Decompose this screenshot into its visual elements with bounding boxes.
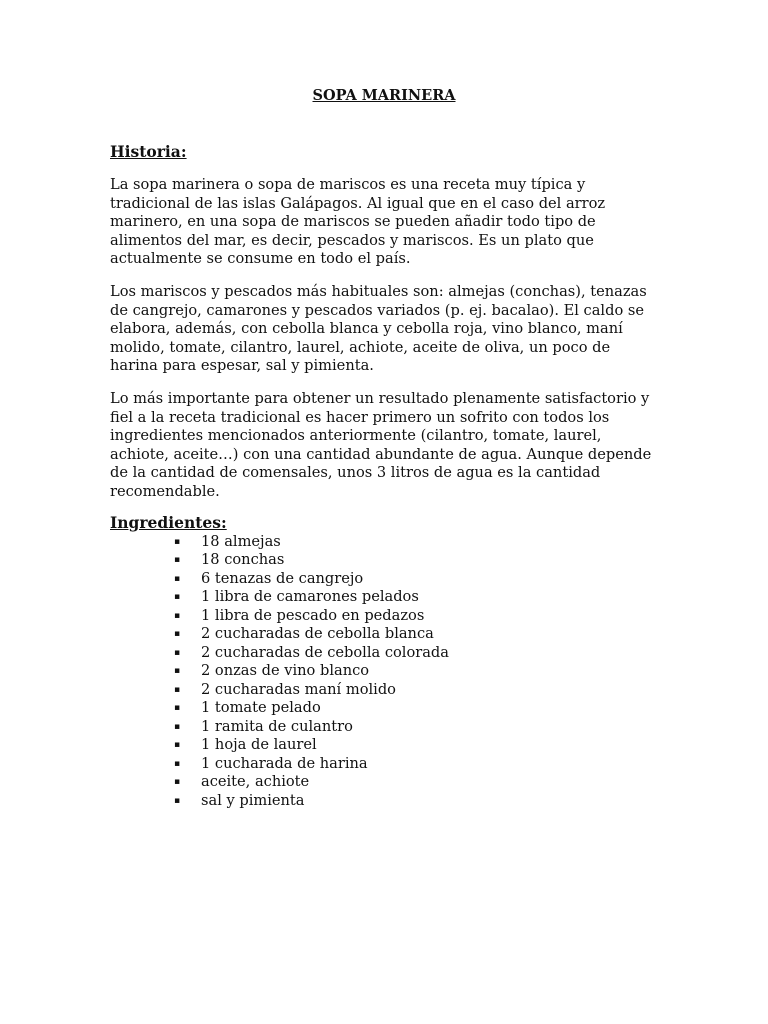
list-item — [174, 551, 658, 570]
ingredient-text: sal y pimienta — [201, 791, 305, 809]
list-item — [174, 533, 658, 552]
ingredient-text: 2 cucharadas de cebolla blanca — [201, 625, 434, 642]
ingredient-text: 6 tenazas de cangrejo — [201, 569, 364, 587]
square-bullet-icon: ▪ — [174, 592, 181, 602]
document-title: SOPA MARINERA — [312, 87, 456, 104]
list-item — [174, 699, 658, 718]
history-heading: Historia: — [110, 142, 187, 161]
ingredient-text: 1 ramita de culantro — [201, 717, 353, 735]
list-item — [174, 588, 658, 607]
list-item — [174, 681, 658, 700]
document-page — [110, 86, 658, 810]
square-bullet-icon: ▪ — [174, 703, 181, 713]
ingredient-text: 2 onzas de vino blanco — [201, 662, 370, 679]
square-bullet-icon: ▪ — [174, 610, 181, 621]
list-item — [174, 755, 658, 774]
ingredient-text: aceite, achiote — [201, 773, 310, 790]
history-paragraph-3: Lo más importante para obtener un resultado plenamente satisfactorio y fiel a la receta tradicional es hacer primero un sofrito con todos los ingredientes mencionados anteriormente (cilantro, tomate, laurel, achiote, aceite…) con una cantidad abundante de agua. Aunque depende de la cantidad de comensales, unos 3 litros de agua es la cantidad recomendable. — [110, 389, 652, 500]
square-bullet-icon: ▪ — [174, 777, 181, 787]
ingredient-text: 2 cucharadas maní molido — [201, 680, 396, 698]
ingredient-text: 1 libra de pescado en pedazos — [201, 606, 425, 624]
list-item — [174, 662, 658, 681]
square-bullet-icon: ▪ — [174, 684, 181, 695]
history-paragraph-2: Los mariscos y pescados más habituales son: almejas (conchas), tenazas de cangrejo, camarones y pescados variados (p. ej. bacalao). El caldo se elabora, además, con cebolla blanca y cebolla roja, vino blanco, maní molido, tomate, cilantro, laurel, achiote, aceite de oliva, un poco de harina para espesar, sal y pimienta. — [110, 282, 647, 375]
square-bullet-icon: ▪ — [174, 573, 181, 584]
square-bullet-icon: ▪ — [174, 740, 181, 750]
history-paragraph-1: La sopa marinera o sopa de mariscos es una receta muy típica y tradicional de las islas Galápagos. Al igual que en el caso del arroz marinero, en una sopa de mariscos se pueden añadir todo tipo de alimentos del mar, es decir, pescados y mariscos. Es un plato que actualmente se consume en todo el país. — [110, 176, 606, 268]
square-bullet-icon: ▪ — [174, 555, 181, 565]
ingredient-text: 18 conchas — [201, 551, 285, 568]
ingredient-text: 1 tomate pelado — [201, 699, 321, 716]
ingredient-text: 1 libra de camarones pelados — [201, 588, 419, 605]
list-item — [174, 625, 658, 644]
square-bullet-icon: ▪ — [174, 629, 181, 639]
ingredients-heading: Ingredientes: — [110, 512, 227, 532]
square-bullet-icon: ▪ — [174, 758, 181, 769]
ingredient-text: 18 almejas — [201, 532, 281, 550]
ingredient-text: 1 cucharada de harina — [201, 754, 368, 772]
square-bullet-icon: ▪ — [174, 536, 181, 547]
list-item — [174, 607, 658, 626]
square-bullet-icon: ▪ — [174, 666, 181, 676]
list-item — [174, 792, 658, 811]
list-item — [174, 644, 658, 663]
ingredients-list — [110, 533, 658, 811]
list-item — [174, 570, 658, 589]
square-bullet-icon: ▪ — [174, 721, 181, 732]
ingredient-text: 2 cucharadas de cebolla colorada — [201, 643, 449, 661]
list-item — [174, 773, 658, 792]
list-item — [174, 718, 658, 737]
square-bullet-icon: ▪ — [174, 795, 181, 806]
list-item — [174, 736, 658, 755]
ingredient-text: 1 hoja de laurel — [201, 736, 317, 753]
square-bullet-icon: ▪ — [174, 647, 181, 658]
